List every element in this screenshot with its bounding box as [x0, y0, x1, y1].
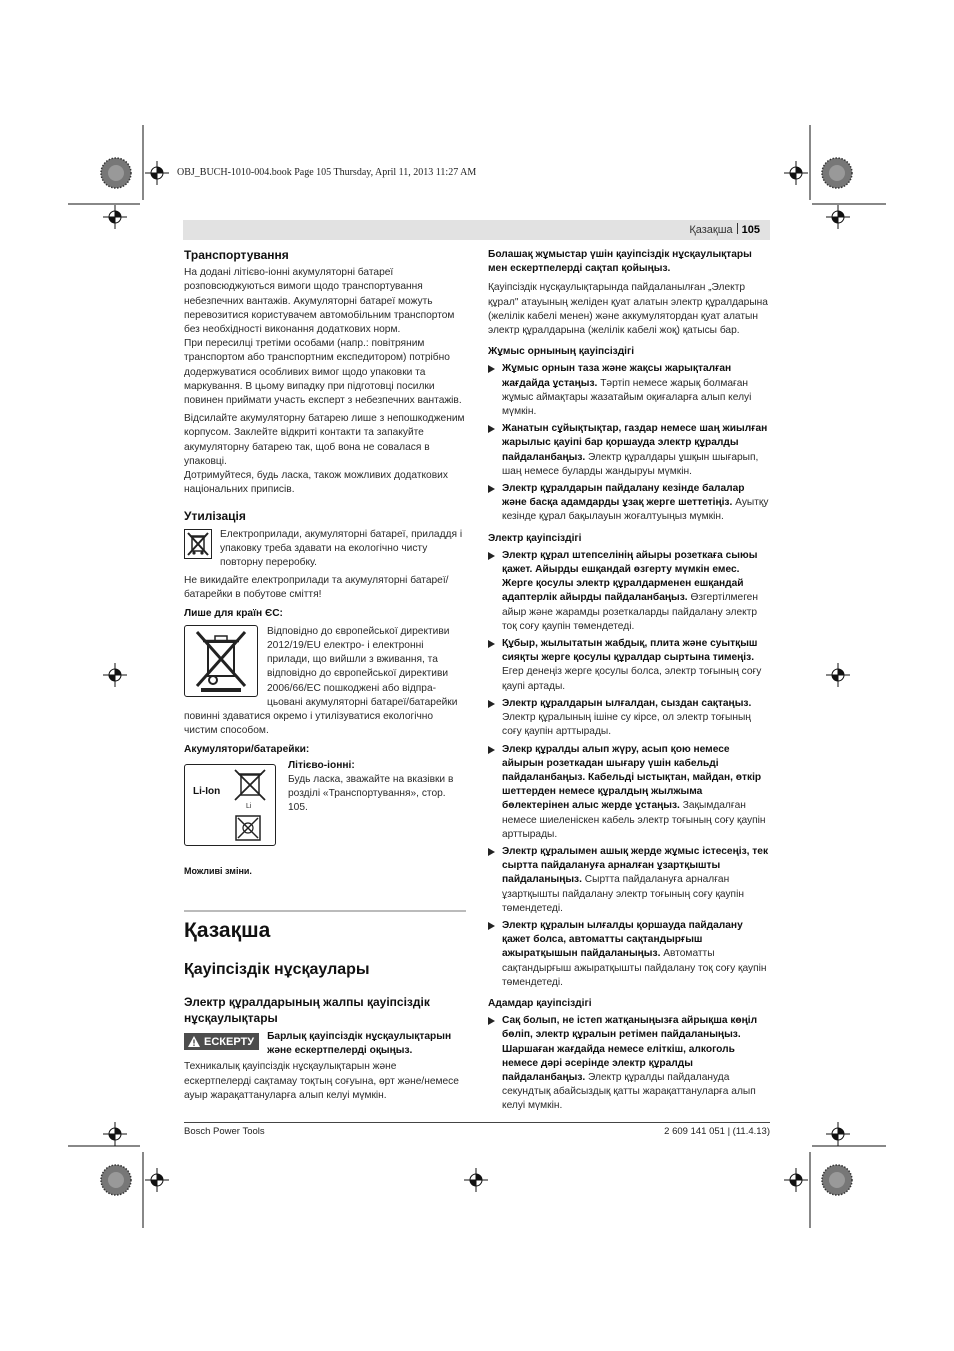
header-language: Қазақша	[689, 224, 733, 236]
li-small-label: Li	[246, 802, 252, 810]
warning-badge	[184, 1033, 259, 1050]
li-ion-title: Літієво-іонні:	[288, 759, 355, 771]
recycle-battery-icon	[235, 815, 261, 841]
elec-item-0: Электр құрал штепселінің айыры розеткаға сыюы қажет. Айырды ешқандай өзгерту мүмкін емес. Жерге қосулы электр құралдарменен ешқандай адаптерлік айырды пайдаланбаңыз. Өзгертілмеген айыр және жарамды розеткаларды пайдалану электр тоқ соғу қаупін төмендетеді.	[488, 549, 772, 634]
elec-item-4: Электр құралымен ашық жерде жұмыс істесеңіз, тек сыртта пайдалануға арналған ұзартқышты пайдаланыңыз. Сыртта пайдалануға арналған ұзартқышты пайдалану электр тоғының соғу қаупін төмендетеді.	[488, 845, 772, 916]
personal-safety-list	[488, 1014, 772, 1113]
print-line: OBJ_BUCH-1010-004.book Page 105 Thursday, April 11, 2013 11:27 AM	[177, 167, 477, 178]
crossed-bin-small-icon	[184, 529, 212, 559]
footer-left: Bosch Power Tools	[184, 1126, 265, 1137]
keep-instructions-bold: Болашақ жұмыстар үшін қауіпсіздік нұсқаулықтары мен ескертпелерді сақтап қойыңыз.	[488, 249, 752, 275]
page-number: 105	[741, 224, 760, 236]
warning-text: Барлық қауіпсіздік нұсқаулықтарын және ескертпелерді оқыңыз.	[267, 1030, 452, 1057]
disposal-paragraph-1: Електроприлади, акумуляторні батареї, приладдя і упаковку треба здавати на екологічно чисту повторну переробку.	[220, 528, 463, 569]
crossed-bin-battery-icon	[233, 768, 267, 804]
electrical-safety-heading: Электр қауіпсіздігі	[488, 532, 582, 544]
keep-instructions-paragraph: Қауіпсіздік нұсқаулықтарында пайдаланылған „Электр құрал" атауының желіден қуат алатын электр құралдарына (желілік кабелі менен) және аккумулятордан қуат алатын электр құралдарына (желілік кабелі жоқ) қатысы бар.	[488, 282, 768, 337]
li-ion-box-label: Li-Ion	[193, 785, 221, 797]
batteries-label: Акумулятори/батарейки:	[184, 743, 310, 755]
work-item-2: Электр құралдарын пайдалану кезінде балалар және басқа адамдарды ұзақ жерге шеттетіңіз. Ауытқу кезінде құрал бақылауын жоғалтуыңыз мүмкін.	[488, 482, 772, 525]
elec-item-2: Электр құралдарын ылғалдан, сыздан сақтаңыз. Электр құралының ішіне су кірсе, ол электр тоғының соғу қаупін арттырады.	[488, 697, 772, 740]
li-ion-text: Будь ласка, зважайте на вказівки в розділі «Транспортування», стор. 105.	[288, 773, 454, 814]
work-item-0: Жұмыс орнын таза және жақсы жарықталған жағдайда ұстаңыз. Тәртіп немесе жарық болмаған жұмыс аймақтары жазатайым оқиғаларға алып келуі мүмкін.	[488, 362, 772, 419]
kazakh-title: Қазақша	[184, 918, 271, 942]
warning-triangle-icon	[188, 1036, 200, 1047]
changes-note: Можливі зміни.	[184, 865, 252, 876]
footer-right: 2 609 141 051 | (11.4.13)	[664, 1126, 770, 1137]
transport-paragraph-2: При пересилці третіми особами (напр.: повітряним транспортом або транспортним експедитором) потрібно додержуватися особливих вимог щодо упаковки та маркування. В цьому випадку при підготовці посилки повинен приймати участь експерт з небезпечних вантажів.	[184, 338, 462, 407]
eu-directive-continuation: повинні здаватися окремо і утилізуватися екологічно чистим способом.	[184, 711, 434, 737]
footer-rule	[184, 1122, 770, 1123]
transport-paragraph-1: На додані літієво-іонні акумуляторні батареї розповсюджуються вимоги щодо транспортування небезпечних вантажів. Акумуляторні батареї можуть перевозитися користувачем автомобільним транспортом без необхідності виконання додаткових норм.	[184, 267, 455, 336]
transport-heading: Транспортування	[184, 248, 289, 262]
people-item-0: Сақ болып, не істеп жатқаныңызға айрықша көңіл бөліп, электр құралын ретімен пайдаланыңыз. Шаршаған жағдайда немесе еліткіш, алкоголь немесе дәрі әсерінде электр құралды пайдаланбаңыз. Электр құралды пайдалануда секундтық абайсыздық қатты жарақаттануларға алып келуі мүмкін.	[488, 1014, 772, 1113]
crossed-bin-large-icon	[193, 630, 249, 692]
work-item-1: Жанатын сұйықтықтар, газдар немесе шаң жиылған жарылыс қауіпі бар қоршауда электр құралды пайдаланбаңыз. Электр құралдары ұшқын шығарып, шаң немесе буларды жандыруы мүмкін.	[488, 422, 772, 479]
weee-symbol	[184, 625, 258, 697]
transport-paragraph-3: Відсилайте акумуляторну батарею лише з непошкодженим корпусом. Заклейте відкриті контакти та запакуйте акумуляторну батарею так, щоб вона не совалася в упаковці.	[184, 413, 465, 467]
work-area-heading: Жұмыс орнының қауіпсіздігі	[488, 346, 635, 358]
disposal-heading: Утилізація	[184, 509, 246, 524]
right-column	[488, 248, 772, 1114]
transport-paragraph-4: Дотримуйтеся, будь ласка, також можливих додаткових національних приписів.	[184, 470, 448, 496]
safety-title: Қауіпсіздік нұсқаулары	[184, 960, 370, 978]
warning-badge-label: ЕСКЕРТУ	[204, 1035, 255, 1048]
elec-item-1: Құбыр, жылытатын жабдық, плита және суытқыш сияқты жерге қосулы құралдар сыртына тимеңіз. Егер денеңіз жерге қосулы болса, электр тоғының соғу қаупі артады.	[488, 637, 772, 694]
page-header	[183, 220, 770, 240]
work-area-list	[488, 362, 772, 524]
personal-safety-heading: Адамдар қауіпсіздігі	[488, 997, 592, 1009]
disposal-paragraph-2: Не викидайте електроприлади та акумуляторні батареї/ батарейки в побутове сміття!	[184, 575, 449, 601]
electrical-safety-list	[488, 549, 772, 990]
section-divider	[184, 910, 466, 912]
elec-item-5: Электр құралын ылғалды қоршауда пайдалану қажет болса, автоматты сақтандырғыш ажыратқышын пайдаланыңыз. Автоматты сақтандырғыш ажыратқышты пайдалану тоқ соғу қаупін төмендетеді.	[488, 919, 772, 990]
eu-only-label: Лише для країн ЄС:	[184, 607, 283, 619]
li-ion-symbol	[184, 764, 276, 846]
eu-directive-paragraph: Відповідно до європейської директиви 2012/19/EU електро- і електронні прилади, що вийшли з вживання, та відповідно до європейської директиви 2006/66/EC пошкоджені або відпра-цьовані акумуляторні батареї/батарейки	[267, 625, 458, 708]
elec-item-3: Элекр құралды алып жүру, асып қою немесе айырын розеткадан шығару үшін кабельді пайдаланбаңыз. Кабельді ыстықтан, майдан, өткір шеттерден немесе құралдың жылжыма бөлектерінен алыс жерде ұстаңыз. Зақымдалған немесе шиеленіскен кабель электр тоғының соғу қаупін арттырады.	[488, 743, 772, 842]
warning-paragraph: Техникалық қауіпсіздік нұсқаулықтарын және ескертпелерді сақтамау тоқтың соғуына, өрт және/немесе ауыр жарақаттануларға алып келуі мүмкін.	[184, 1061, 459, 1101]
left-column	[184, 248, 466, 1103]
general-safety-title: Электр құралдарының жалпы қауіпсіздік нұсқаулықтары	[184, 994, 430, 1025]
